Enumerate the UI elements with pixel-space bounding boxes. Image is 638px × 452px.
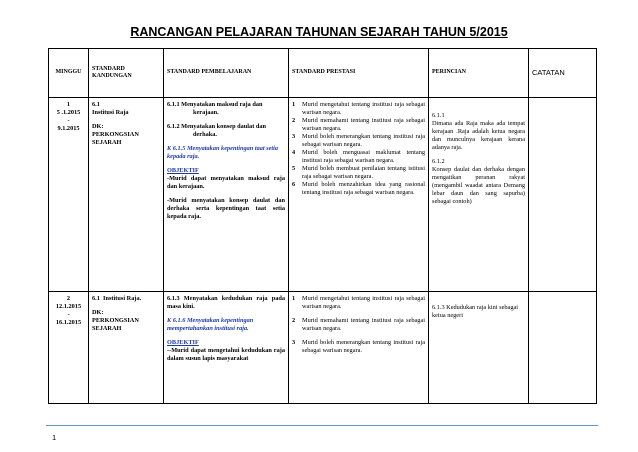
prestasi-item: 1 Murid mengetahui tentang institusi raja sebagai warisan negara. — [292, 101, 425, 116]
page-title: RANCANGAN PELAJARAN TAHUNAN SEJARAH TAHUN 5/2015 — [130, 25, 508, 39]
week-number: 1 — [66, 101, 71, 108]
perincian-code: 6.1.1 — [432, 112, 445, 119]
prestasi-item: 3 Murid boleh menerangkan tentang institusi raja sebagai warisan negara. — [292, 339, 425, 354]
header-catatan: CATATAN — [529, 49, 597, 98]
sk-dk-label: DK: — [92, 309, 104, 316]
k-item: K 6.1.6 Menyatakan kepentingan mempertahankan institusi raja. — [167, 317, 254, 332]
objective-label: OBJEKTIF — [167, 167, 199, 174]
standard-kandungan-cell — [89, 292, 164, 404]
perincian-text: Dimana ada Raja maka ada tempat kerajaan .Raja adalah ketua negara dan munculnya kerajaan kerana adanya raja. — [432, 120, 525, 151]
header-standard-pembelajaran: STANDARD PEMBELAJARAN — [164, 49, 289, 98]
perincian-cell — [429, 98, 529, 292]
sk-code: 6.1 — [92, 101, 100, 108]
standard-prestasi-cell — [289, 292, 429, 404]
sp-item-cont: derhaka. — [193, 131, 217, 138]
catatan-cell — [529, 98, 597, 292]
sk-title: Institusi Raja. — [103, 295, 142, 302]
standard-kandungan-cell — [89, 98, 164, 292]
prestasi-item: 2 Murid memahami tentang institusi raja sebagai warisan negara. — [292, 317, 425, 332]
sk-title: Institusi Raja — [92, 109, 129, 116]
week-dash: - — [67, 311, 70, 318]
prestasi-item: 6 Murid boleh menzahirkan idea yang rasional tentang institusi raja sebagai warisan negara. — [292, 181, 425, 196]
header-standard-kandungan: STANDARD KANDUNGAN — [89, 49, 164, 98]
week-start: 12.1.2015 — [55, 303, 82, 310]
standard-pembelajaran-cell — [164, 98, 289, 292]
sk-dk-label: DK: — [92, 123, 104, 130]
week-dash: - — [67, 117, 70, 124]
catatan-cell — [529, 292, 597, 404]
week-start: 5 .1.2015 — [56, 109, 81, 116]
standard-pembelajaran-cell — [164, 292, 289, 404]
header-perincian: PERINCIAN — [429, 49, 529, 98]
table-row — [49, 98, 597, 292]
objective-item: --Murid dapat mengetahui kedudukan raja dalam susun lapis masyarakat — [167, 347, 285, 362]
prestasi-item: 3 Murid boleh menerangkan tentang institusi raja sebagai warisan negara. — [292, 133, 425, 148]
header-standard-prestasi: STANDARD PRESTASI — [289, 49, 429, 98]
week-end: 16.1.2015 — [55, 319, 82, 326]
prestasi-item: 1 Murid mengetahui tentang institusi raja sebagai warisan negara. — [292, 295, 425, 310]
objective-label: OBJEKTIF — [167, 339, 199, 346]
sk-code: 6.1 — [92, 295, 100, 302]
prestasi-item: 4 Murid boleh menguasai maklumat tentang institusi raja sebagai warisan negara. — [292, 149, 425, 164]
sk-dk-text: PERKONGSIAN SEJARAH — [92, 131, 139, 146]
objective-item: -Murid dapat menyatakan maksud raja dan kerajaan. — [167, 175, 285, 190]
sk-dk-text: PERKONGSIAN SEJARAH — [92, 317, 139, 332]
header-row — [49, 49, 597, 98]
header-minggu: MINGGU — [49, 49, 89, 98]
week-end: 9.1.2015 — [57, 125, 80, 132]
sp-item: 6.1.3 Menyatakan kedudukan raja pada masa kini. — [167, 295, 285, 310]
standard-prestasi-cell — [289, 98, 429, 292]
perincian-cell — [429, 292, 529, 404]
plan-table — [48, 48, 597, 404]
week-number: 2 — [66, 295, 71, 302]
objective-item: -Murid menyatakan konsep daulat dan derhaka serta kepentingan taat setia kepada raja. — [167, 197, 285, 220]
perincian-text: Konsep daulat dan derhaka dengan mengaitkan peranan rakyat (mengambil waadat antara Demang lebar daun dan sang sapurba) sebagai contoh) — [432, 166, 525, 205]
prestasi-item: 5 Murid boleh membuat penilaian tentang istitusi raja sebagai warisan negara. — [292, 165, 425, 180]
sp-item-cont: kerajaan. — [193, 109, 219, 116]
perincian-code: 6.1.2 — [432, 158, 445, 165]
week-cell — [49, 292, 89, 404]
sp-item: 6.1.1 Menyatakan maksud raja dan — [167, 101, 263, 108]
sp-item: 6.1.2 Menyatakan konsep daulat dan — [167, 123, 267, 130]
table-row — [49, 292, 597, 404]
prestasi-item: 2 Murid memahami tentang institusi raja sebagai warisan negara. — [292, 117, 425, 132]
k-item: K 6.1.5 Menyatakan kepentingan taat setia kepada raja. — [167, 145, 279, 160]
footer-rule — [46, 425, 598, 426]
page-number: 1 — [52, 433, 57, 442]
week-cell — [49, 98, 89, 292]
perincian-text: 6.1.3 Kedudukan raja kini sebagai ketua negeri — [432, 304, 519, 319]
